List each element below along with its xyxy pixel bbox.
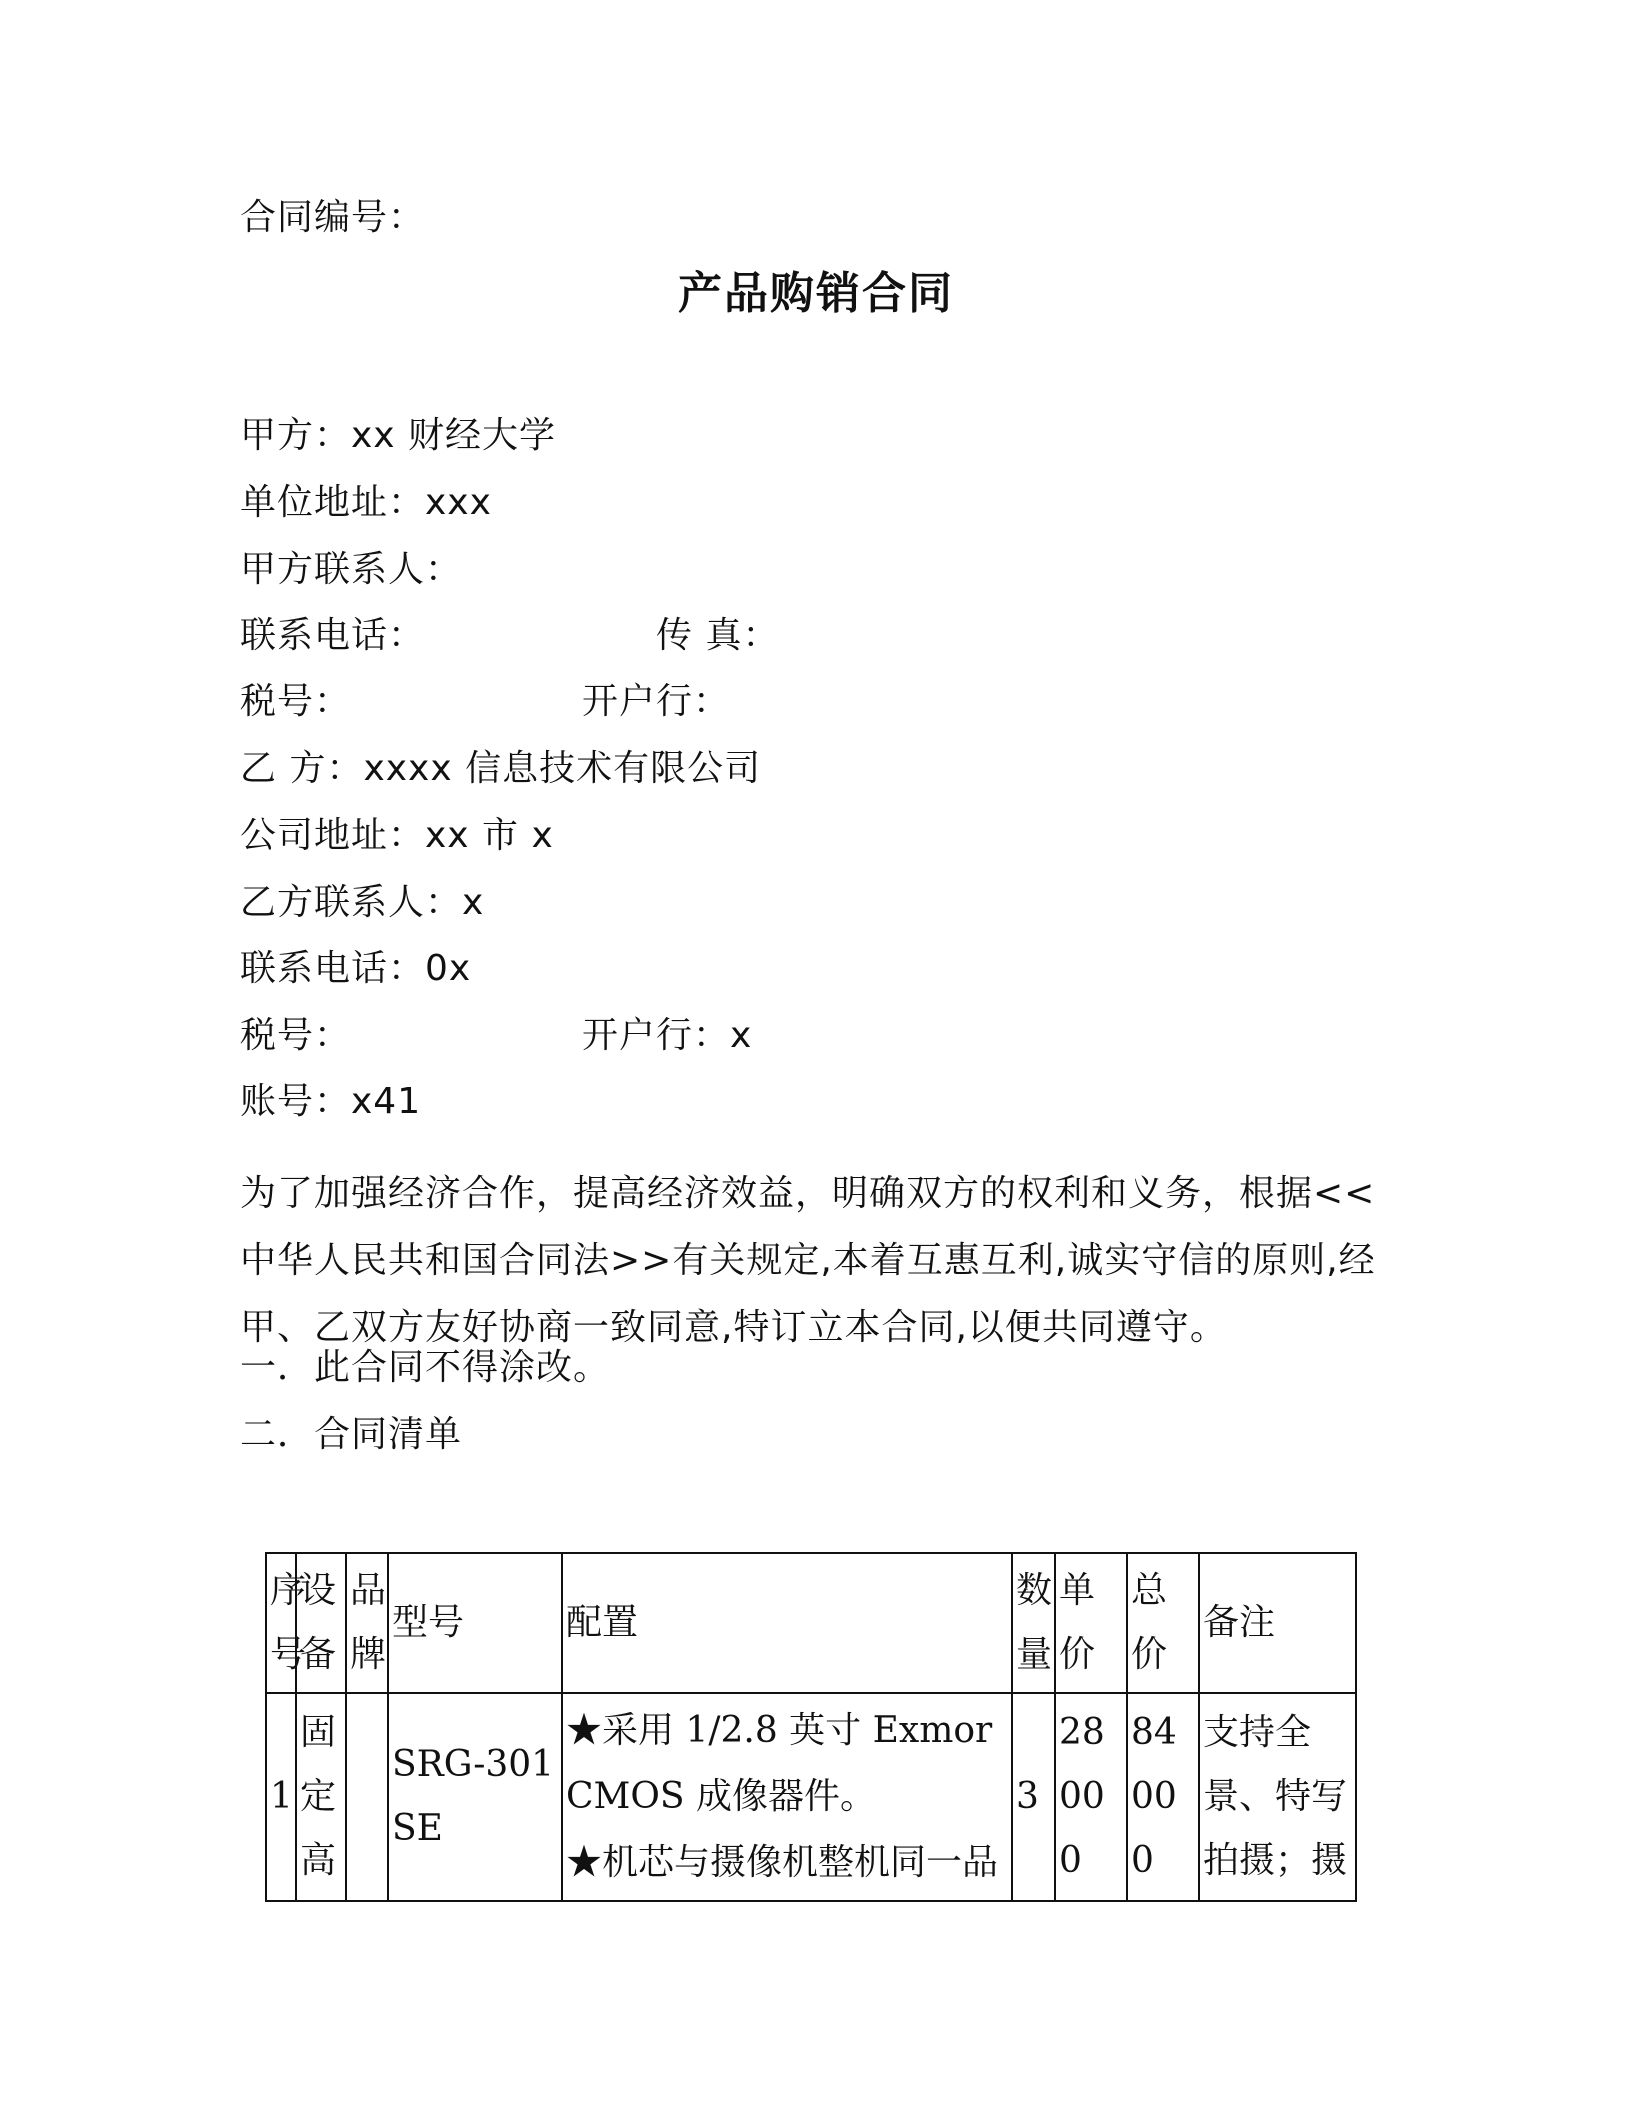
col-header-qty: 数量	[1012, 1553, 1055, 1693]
cell-brand	[346, 1693, 388, 1901]
col-header-total-price: 总价	[1127, 1553, 1199, 1693]
table-header-row	[266, 1553, 1356, 1693]
party-a-bank-label: 开户行：	[582, 681, 731, 722]
party-b-account: 账号：x41	[240, 1081, 422, 1122]
col-header-unit-price: 单价	[1055, 1553, 1127, 1693]
cell-total-price: 84000	[1127, 1693, 1199, 1901]
col-header-config: 配置	[562, 1553, 1012, 1693]
col-header-notes: 备注	[1199, 1553, 1356, 1693]
party-a-tax-row	[240, 680, 840, 724]
party-b-name: 乙 方：xxxx 信息技术有限公司	[240, 748, 762, 789]
cell-seq: 1	[266, 1693, 296, 1901]
config-line-2: ★机芯与摄像机整机同一品	[566, 1842, 999, 1883]
document-title: 产品购销合同	[678, 268, 954, 319]
clause-2: 二．合同清单	[240, 1414, 463, 1455]
cell-qty: 3	[1012, 1693, 1055, 1901]
table-row	[266, 1693, 1356, 1901]
config-line-1: ★采用 1/2.8 英寸 Exmor CMOS 成像器件。	[566, 1710, 993, 1817]
preamble-line-3: 甲、乙双方友好协商一致同意,特订立本合同,以便共同遵守。	[240, 1307, 1227, 1348]
col-header-device: 设备	[296, 1553, 346, 1693]
clause-1: 一．此合同不得涂改。	[240, 1347, 611, 1388]
party-b-phone: 联系电话：0x	[240, 948, 472, 989]
party-b-contact: 乙方联系人：x	[240, 882, 485, 923]
contract-number-label: 合同编号：	[240, 197, 426, 238]
party-a-address: 单位地址：xxx	[240, 482, 492, 523]
col-header-brand: 品牌	[346, 1553, 388, 1693]
party-b-address: 公司地址：xx 市 x	[240, 815, 554, 856]
party-a-fax-label: 传 真：	[656, 615, 780, 656]
party-a-tax-label: 税号：	[240, 681, 352, 722]
col-header-seq: 序号	[266, 1553, 296, 1693]
cell-device: 固定高	[296, 1693, 346, 1901]
cell-notes: 支持全景、特写拍摄；摄	[1199, 1693, 1356, 1901]
preamble-paragraph	[240, 1160, 1376, 1361]
col-header-model: 型号	[388, 1553, 562, 1693]
party-b-tax-label: 税号：	[240, 1015, 352, 1056]
party-a-contact: 甲方联系人：	[240, 549, 463, 590]
preamble-line-2: 中华人民共和国合同法>>有关规定,本着互惠互利,诚实守信的原则,经	[240, 1240, 1376, 1281]
cell-unit-price: 28000	[1055, 1693, 1127, 1901]
preamble-line-1: 为了加强经济合作，提高经济效益，明确双方的权利和义务，根据<<	[240, 1173, 1376, 1214]
cell-model: SRG-301SE	[388, 1693, 562, 1901]
party-b-tax-row	[240, 1014, 840, 1058]
contract-items-table	[265, 1552, 1357, 1902]
party-a-name: 甲方：xx 财经大学	[240, 415, 557, 456]
party-a-phone-row	[240, 614, 840, 658]
party-b-bank: 开户行：x	[582, 1015, 753, 1056]
party-a-phone-label: 联系电话：	[240, 615, 426, 656]
cell-config	[562, 1693, 1012, 1901]
